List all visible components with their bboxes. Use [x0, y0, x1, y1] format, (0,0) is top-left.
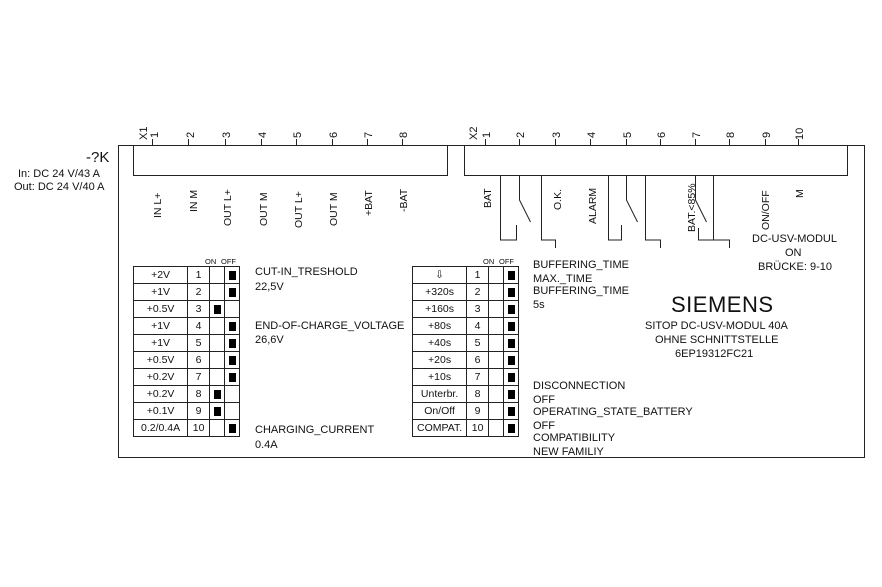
- right-switch-label: +80s: [413, 318, 467, 335]
- x2-pin-9: 9: [761, 131, 773, 138]
- x2-label-bat: BAT: [482, 188, 494, 208]
- x2-name: X2: [468, 126, 480, 140]
- left-switch-row: [134, 352, 240, 369]
- dc-usv-note-line3: BRÜCKE: 9-10: [758, 261, 832, 273]
- cut-in-threshold-label: CUT-IN_TRESHOLD: [255, 266, 358, 278]
- right-switch-number: 10: [467, 420, 489, 437]
- buffering-time-label: BUFFERING_TIME: [533, 259, 629, 271]
- right-switch-row: [413, 403, 519, 420]
- left-switch-on-cell[interactable]: [210, 403, 225, 420]
- left-switch-off-cell[interactable]: [225, 369, 240, 386]
- right-switch-label: +20s: [413, 352, 467, 369]
- left-switch-number: 10: [188, 420, 210, 437]
- relay-bat-wire: [501, 176, 517, 240]
- supply-input: In: DC 24 V/43 A: [18, 168, 100, 180]
- right-switch-number: 5: [467, 335, 489, 352]
- x1-pin-6: 6: [328, 131, 340, 138]
- switch-position-marker: [229, 271, 236, 280]
- relay-ok-wire: [542, 176, 556, 248]
- left-switch-row: [134, 403, 240, 420]
- operating-state-battery-label: OPERATING_STATE_BATTERY: [533, 406, 693, 418]
- right-switch-off-cell[interactable]: [504, 420, 519, 437]
- x1-pin-1: 1: [149, 131, 161, 138]
- buffering-time-label-2: BUFFERING_TIME: [533, 285, 629, 297]
- right-switch-label: COMPAT.: [413, 420, 467, 437]
- left-switch-number: 5: [188, 335, 210, 352]
- x2-label-bat-85: BAT.<85%: [686, 183, 698, 232]
- left-switch-label: +2V: [134, 267, 188, 284]
- right-switch-off-cell[interactable]: [504, 301, 519, 318]
- end-of-charge-label: END-OF-CHARGE_VOLTAGE: [255, 320, 405, 332]
- brand-product: SITOP DC-USV-MODUL 40A: [645, 320, 788, 332]
- left-switch-label: 0.2/0.4A: [134, 420, 188, 437]
- relay-bat85-wire2: [699, 228, 714, 240]
- switch-position-marker: [229, 373, 236, 382]
- left-switch-number: 1: [188, 267, 210, 284]
- right-switch-on-cell[interactable]: [489, 403, 504, 420]
- relay-alarm-wire2: [646, 176, 661, 248]
- switch-position-marker: [508, 271, 515, 280]
- left-switch-on-cell[interactable]: [210, 318, 225, 335]
- left-switch-row: [134, 420, 240, 437]
- switch-position-marker: [229, 356, 236, 365]
- x1-label-plus-bat: +BAT: [363, 190, 375, 216]
- right-switch-off-cell[interactable]: [504, 369, 519, 386]
- switch-position-marker: [508, 390, 515, 399]
- right-switch-off-cell[interactable]: [504, 403, 519, 420]
- switch-position-marker: [214, 305, 221, 314]
- x1-label-minus-bat: -BAT: [398, 188, 410, 212]
- right-switch-on-cell[interactable]: [489, 284, 504, 301]
- right-switch-label: On/Off: [413, 403, 467, 420]
- x2-pin-8: 8: [725, 131, 737, 138]
- x2-pin-2: 2: [515, 131, 527, 138]
- switch-position-marker: [508, 322, 515, 331]
- right-switch-on-cell[interactable]: [489, 301, 504, 318]
- x2-label-m: M: [794, 189, 806, 198]
- disconnection-value: OFF: [533, 394, 555, 406]
- buffering-time-value: 5s: [533, 299, 545, 311]
- switch-position-marker: [229, 322, 236, 331]
- right-switch-on-cell[interactable]: [489, 318, 504, 335]
- x1-pin-8: 8: [398, 131, 410, 138]
- x2-pin-3: 3: [551, 131, 563, 138]
- x2-pin-5: 5: [622, 131, 634, 138]
- operating-state-battery-value: OFF: [533, 420, 555, 432]
- left-switch-number: 2: [188, 284, 210, 301]
- brand-name: SIEMENS: [671, 292, 774, 317]
- switch-position-marker: [508, 356, 515, 365]
- left-switch-off-cell[interactable]: [225, 284, 240, 301]
- x1-label-out-m-2: OUT M: [328, 192, 340, 226]
- x2-label-alarm: ALARM: [587, 187, 599, 224]
- switch-position-marker: [508, 288, 515, 297]
- right-switch-row: [413, 386, 519, 403]
- left-switch-label: +0.2V: [134, 369, 188, 386]
- right-switch-number: 8: [467, 386, 489, 403]
- right-switch-on-cell[interactable]: [489, 369, 504, 386]
- left-switch-row: [134, 284, 240, 301]
- relay-alarm-contact: [627, 176, 638, 222]
- end-of-charge-value: 26,6V: [255, 334, 284, 346]
- x2-terminal-strip: [465, 146, 848, 176]
- left-switch-label: +0.1V: [134, 403, 188, 420]
- right-switch-off-cell[interactable]: [504, 267, 519, 284]
- right-switch-on-cell[interactable]: [489, 386, 504, 403]
- switch-position-marker: [214, 390, 221, 399]
- cut-in-threshold-value: 22,5V: [255, 281, 284, 293]
- x2-pin-4: 4: [586, 131, 598, 138]
- right-switch-label: ⇩: [413, 267, 467, 284]
- left-switch-off-cell[interactable]: [225, 267, 240, 284]
- left-switch-label: +0.2V: [134, 386, 188, 403]
- left-switch-row: [134, 267, 240, 284]
- left-switch-on-cell[interactable]: [210, 369, 225, 386]
- x1-label-out-l-plus-2: OUT L+: [293, 191, 305, 228]
- right-switch-label: +10s: [413, 369, 467, 386]
- right-switch-label: +320s: [413, 284, 467, 301]
- x1-pin-3: 3: [221, 131, 233, 138]
- left-switch-on-cell[interactable]: [210, 352, 225, 369]
- right-switch-off-cell[interactable]: [504, 284, 519, 301]
- right-switch-row: [413, 301, 519, 318]
- left-switch-number: 3: [188, 301, 210, 318]
- compatibility-value: NEW FAMILIY: [533, 446, 604, 458]
- x1-pin-5: 5: [292, 131, 304, 138]
- left-switch-number: 6: [188, 352, 210, 369]
- left-switch-label: +1V: [134, 318, 188, 335]
- right-switch-row: [413, 318, 519, 335]
- left-switch-off-cell[interactable]: [225, 301, 240, 318]
- right-switch-off-cell[interactable]: [504, 318, 519, 335]
- left-switch-on-cell[interactable]: [210, 386, 225, 403]
- right-switch-row: [413, 352, 519, 369]
- switch-position-marker: [229, 339, 236, 348]
- right-switch-row: [413, 335, 519, 352]
- right-switch-row: [413, 284, 519, 301]
- right-switch-off-cell[interactable]: [504, 352, 519, 369]
- switch-position-marker: [508, 424, 515, 433]
- right-switch-label: Unterbr.: [413, 386, 467, 403]
- left-switch-row: [134, 301, 240, 318]
- right-switch-on-cell[interactable]: [489, 267, 504, 284]
- relay-ok-contact: [520, 176, 531, 222]
- right-switch-number: 4: [467, 318, 489, 335]
- left-switch-on-cell[interactable]: [210, 301, 225, 318]
- x1-pin-7: 7: [363, 131, 375, 138]
- left-switch-on-cell[interactable]: [210, 420, 225, 437]
- right-switch-off-header: OFF: [499, 257, 514, 266]
- switch-position-marker: [229, 288, 236, 297]
- relay-bat85-wire: [714, 176, 730, 248]
- right-switch-number: 2: [467, 284, 489, 301]
- right-switch-off-cell[interactable]: [504, 335, 519, 352]
- brand-variant: OHNE SCHNITTSTELLE: [655, 334, 779, 346]
- switch-position-marker: [508, 407, 515, 416]
- right-switch-row: [413, 420, 519, 437]
- left-switch-label: +0.5V: [134, 352, 188, 369]
- x1-terminal-strip: [134, 146, 448, 176]
- left-switch-label: +1V: [134, 284, 188, 301]
- x2-label-on-off: ON/OFF: [760, 190, 772, 230]
- right-switch-label: +40s: [413, 335, 467, 352]
- left-switch-on-header: ON: [205, 257, 217, 266]
- left-switch-off-header: OFF: [221, 257, 236, 266]
- left-switch-on-cell[interactable]: [210, 335, 225, 352]
- left-switch-number: 4: [188, 318, 210, 335]
- brand-order-number: 6EP19312FC21: [675, 348, 754, 360]
- switch-position-marker: [508, 305, 515, 314]
- dc-usv-note-line1: DC-USV-MODUL: [752, 233, 837, 245]
- disconnection-label: DISCONNECTION: [533, 380, 626, 392]
- left-switch-row: [134, 318, 240, 335]
- x1-pin-4: 4: [257, 131, 269, 138]
- supply-output: Out: DC 24 V/40 A: [14, 181, 105, 193]
- right-switch-number: 6: [467, 352, 489, 369]
- left-switch-number: 7: [188, 369, 210, 386]
- switch-position-marker: [229, 424, 236, 433]
- charging-current-label: CHARGING_CURRENT: [255, 424, 375, 436]
- module-reference: -?K: [86, 149, 110, 166]
- left-switch-row: [134, 369, 240, 386]
- right-dip-switch-table: [412, 266, 519, 437]
- left-switch-off-cell[interactable]: [225, 318, 240, 335]
- right-switch-number: 9: [467, 403, 489, 420]
- right-switch-on-header: ON: [483, 257, 495, 266]
- x2-pin-6: 6: [656, 131, 668, 138]
- charging-current-value: 0.4A: [255, 439, 278, 451]
- compatibility-label: COMPATIBILITY: [533, 432, 616, 444]
- left-switch-off-cell[interactable]: [225, 403, 240, 420]
- dc-usv-note-line2: ON: [785, 247, 802, 259]
- right-switch-on-cell[interactable]: [489, 352, 504, 369]
- left-switch-off-cell[interactable]: [225, 352, 240, 369]
- x2-pin-7: 7: [691, 131, 703, 138]
- switch-position-marker: [214, 407, 221, 416]
- relay-alarm-wire: [609, 176, 622, 240]
- x1-pin-2: 2: [185, 131, 197, 138]
- left-switch-label: +1V: [134, 335, 188, 352]
- x2-pin-10: 10: [794, 127, 806, 140]
- right-switch-number: 1: [467, 267, 489, 284]
- left-switch-row: [134, 335, 240, 352]
- x1-label-in-m: IN M: [188, 189, 200, 212]
- left-switch-off-cell[interactable]: [225, 386, 240, 403]
- left-switch-off-cell[interactable]: [225, 420, 240, 437]
- max-time-label: MAX._TIME: [533, 273, 593, 285]
- x2-label-ok: O.K.: [552, 188, 564, 210]
- left-switch-number: 8: [188, 386, 210, 403]
- left-switch-row: [134, 386, 240, 403]
- left-switch-off-cell[interactable]: [225, 335, 240, 352]
- switch-position-marker: [508, 339, 515, 348]
- right-switch-label: +160s: [413, 301, 467, 318]
- right-switch-number: 7: [467, 369, 489, 386]
- right-switch-row: [413, 267, 519, 284]
- right-switch-number: 3: [467, 301, 489, 318]
- right-switch-on-cell[interactable]: [489, 335, 504, 352]
- right-switch-off-cell[interactable]: [504, 386, 519, 403]
- left-switch-label: +0.5V: [134, 301, 188, 318]
- left-dip-switch-table: [133, 266, 240, 437]
- right-switch-on-cell[interactable]: [489, 420, 504, 437]
- x2-pin-1: 1: [481, 131, 493, 138]
- left-switch-on-cell[interactable]: [210, 284, 225, 301]
- x1-label-out-l-plus-1: OUT L+: [222, 189, 234, 226]
- left-switch-number: 9: [188, 403, 210, 420]
- right-switch-row: [413, 369, 519, 386]
- x1-name: X1: [138, 126, 150, 140]
- left-switch-on-cell[interactable]: [210, 267, 225, 284]
- switch-position-marker: [508, 373, 515, 382]
- x1-label-in-l-plus: IN L+: [152, 192, 164, 218]
- x1-label-out-m-1: OUT M: [258, 192, 270, 226]
